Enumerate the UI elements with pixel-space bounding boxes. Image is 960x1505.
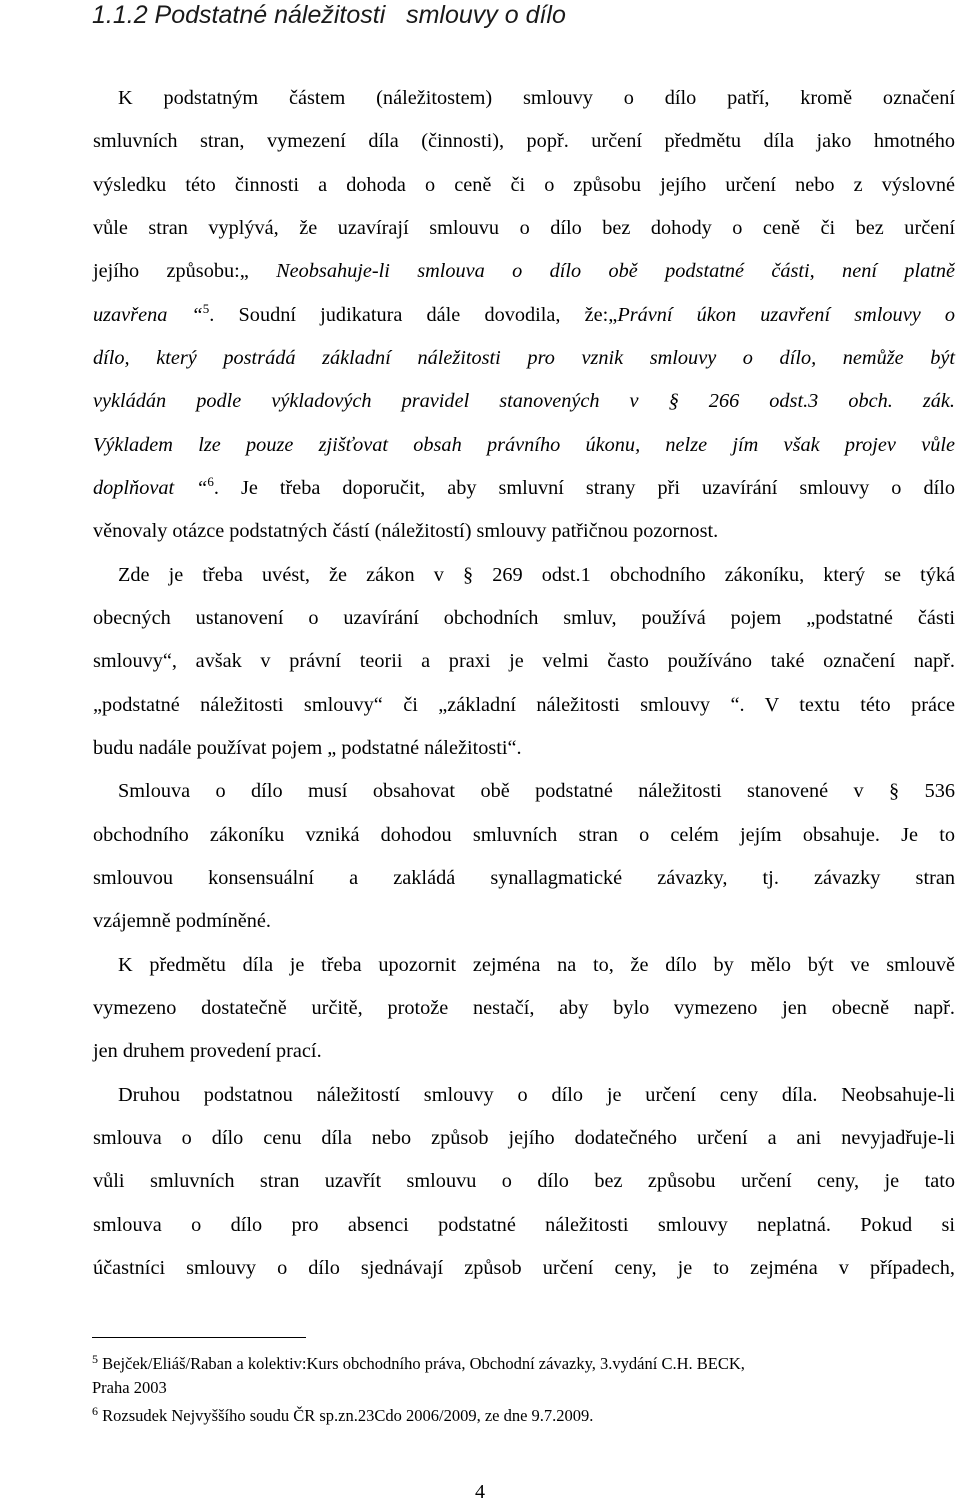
quote-italic: doplňovat [93,477,175,499]
text-line: smlouva o dílo pro absenci podstatné náležitosti smlouvy neplatná. Pokud si [93,1214,955,1236]
text-line: jen druhem provedení prací. [93,1040,322,1062]
quote-italic: vykládán podle výkladových pravidel stanovených v § 266 odst.3 obch. zák. [93,390,955,412]
text-line: budu nadále používat pojem „ podstatné náležitosti“. [93,737,522,759]
text-line: Zde je třeba uvést, že zákon v § 269 odst.1 obchodního zákoníku, který se týká [118,564,955,586]
text-line: výsledku této činnosti a dohoda o ceně či o způsobu jejího určení nebo z výslovné [93,174,955,196]
text-line: obchodního zákoníku vzniká dohodou smluvních stran o celém jejím obsahuje. Je to [93,824,955,846]
quote-italic: uzavřena [93,304,168,326]
text-line: vůle stran vyplývá, že uzavírají smlouvu o dílo bez dohody o ceně či bez určení [93,217,955,239]
text-line [93,430,955,460]
quote-mark: “ [191,304,203,326]
footnote-separator [92,1337,306,1338]
text-line: Druhou podstatnou náležitostí smlouvy o dílo je určení ceny díla. Neobsahuje-li [118,1084,955,1106]
text-line: smlouvy“, avšak v právní teorii a praxi je velmi často používáno také označení např. [93,650,955,672]
footnote-text: Bejček/Eliáš/Raban a kolektiv:Kurs obchodního práva, Obchodní závazky, 3.vydání C.H. BECK, [102,1354,745,1373]
text-line: „podstatné náležitosti smlouvy“ či „základní náležitosti smlouvy “. V textu této práce [93,694,955,716]
text-line [93,300,955,330]
footnote-6 [92,1405,593,1427]
footnote-5 [92,1353,745,1375]
footnote-number: 5 [92,1352,98,1366]
section-heading: 1.1.2 Podstatné náležitosti smlouvy o dílo [92,1,566,29]
text-line: účastníci smlouvy o dílo sjednávají způsob určení ceny, je to zejména v případech, [93,1257,955,1279]
text-span: . Je třeba doporučit, aby smluvní strany při uzavírání smlouvy o dílo [213,477,955,499]
quote-mark: “ [196,477,208,499]
quote-italic: Výkladem lze pouze zjišťovat obsah právního úkonu, nelze jím však projev vůle [93,434,955,456]
quote-italic: dílo, který postrádá základní náležitosti pro vznik smlouvy o dílo, nemůže být [93,347,955,369]
footnote-5-continuation: Praha 2003 [92,1378,167,1397]
text-line: obecných ustanovení o uzavírání obchodních smluv, používá pojem „podstatné části [93,607,955,629]
quote-italic: Neobsahuje-li smlouva o dílo obě podstatné části, není platně [276,260,955,282]
footnote-ref-6[interactable]: 6 [207,474,214,489]
quote-italic: Právní úkon uzavření smlouvy o [617,304,955,326]
footnote-number: 6 [92,1404,98,1418]
text-line [93,473,955,503]
text-line: K předmětu díla je třeba upozornit zejména na to, že dílo by mělo být ve smlouvě [118,954,955,976]
text-line: Smlouva o dílo musí obsahovat obě podstatné náležitosti stanovené v § 536 [118,780,955,802]
text-line [93,386,955,416]
text-line: vymezeno dostatečně určitě, protože nestačí, aby bylo vymezeno jen obecně např. [93,997,955,1019]
text-line: smlouva o dílo cenu díla nebo způsob jejího dodatečného určení a ani nevyjadřuje-li [93,1127,955,1149]
text-line: věnovaly otázce podstatných částí (náležitostí) smlouvy patřičnou pozornost. [93,520,719,542]
text-line: smlouvou konsensuální a zakládá synallagmatické závazky, tj. závazky stran [93,867,955,889]
text-line: K podstatným částem (náležitostem) smlouvy o dílo patří, kromě označení [118,87,955,109]
text-span: jejího způsobu:„ [93,260,249,282]
text-line: vůli smluvních stran uzavřít smlouvu o dílo bez způsobu určení ceny, je tato [93,1170,955,1192]
text-line [93,343,955,373]
text-span: . Soudní judikatura dále dovodila, že:„ [209,304,618,326]
text-line: smluvních stran, vymezení díla (činnosti), popř. určení předmětu díla jako hmotného [93,130,955,152]
footnote-ref-5[interactable]: 5 [202,301,210,316]
page-number: 4 [475,1481,485,1503]
text-line [93,256,955,286]
footnote-text: Rozsudek Nejvyššího soudu ČR sp.zn.23Cdo 2006/2009, ze dne 9.7.2009. [102,1406,594,1425]
text-line: vzájemně podmíněné. [93,910,271,932]
